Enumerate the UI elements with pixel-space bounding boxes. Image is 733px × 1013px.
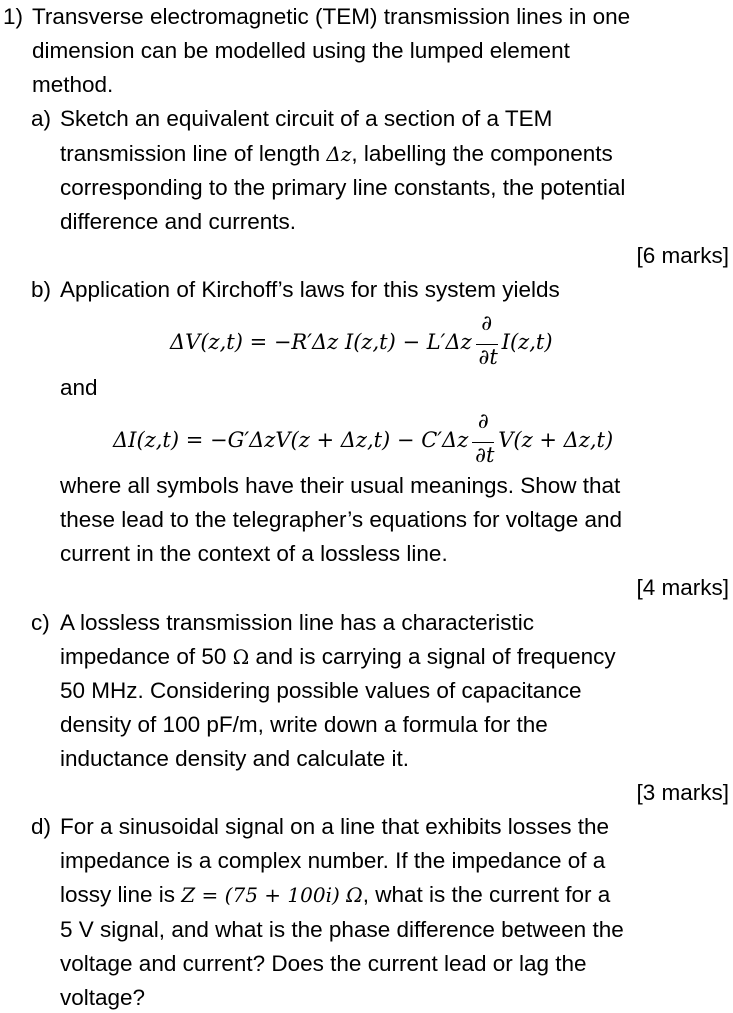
equation-current-rhs: V(z + Δz,t) [498, 428, 614, 452]
question-number: 1) [3, 4, 24, 29]
part-a-line-4: difference and currents. [60, 209, 296, 234]
ohm-symbol: Ω [232, 645, 250, 669]
impedance-math: Z = (75 + 100i) Ω [181, 883, 363, 907]
part-d-line-3: lossy line is Z = (75 + 100i) Ω, what is the current for a [60, 882, 611, 907]
part-d-line-4: 5 V signal, and what is the phase difference between the [60, 917, 624, 942]
part-a-label: a) [31, 106, 52, 131]
equation-current-lhs: ΔI(z,t) = −G′ΔzV(z + Δz,t) − C′Δz [113, 428, 469, 452]
part-a-line-1: Sketch an equivalent circuit of a section of a TEM [60, 106, 553, 131]
part-d-line-5: voltage and current? Does the current lead or lag the [60, 951, 587, 976]
delta-z-math: Δz [326, 142, 352, 166]
part-c-line-1: A lossless transmission line has a characteristic [60, 610, 534, 635]
part-b-line-2: where all symbols have their usual meanings. Show that [60, 473, 621, 498]
part-b-line-4: current in the context of a lossless line. [60, 541, 448, 566]
part-c-marks: [3 marks] [636, 780, 729, 805]
equation-current [113, 408, 614, 467]
equation-voltage [170, 310, 553, 369]
part-c-line-3: 50 MHz. Considering possible values of capacitance [60, 678, 582, 703]
part-c-line-2: impedance of 50 Ω and is carrying a signal of frequency [60, 644, 616, 669]
part-a-marks: [6 marks] [636, 243, 729, 268]
intro-line-1: Transverse electromagnetic (TEM) transmission lines in one [32, 4, 631, 29]
part-a-line-2: transmission line of length Δz, labelling the components [60, 141, 613, 166]
part-d-line-2: impedance is a complex number. If the impedance of a [60, 848, 606, 873]
part-d-label: d) [31, 814, 52, 839]
equation-voltage-rhs: I(z,t) [501, 330, 553, 354]
part-d-line-6: voltage? [60, 985, 146, 1010]
part-b-line-3: these lead to the telegrapher’s equations for voltage and [60, 507, 623, 532]
part-c-line-5: inductance density and calculate it. [60, 746, 409, 771]
intro-line-3: method. [32, 72, 114, 97]
part-b-line-1: Application of Kirchoff’s laws for this system yields [60, 277, 560, 302]
equation-voltage-lhs: ΔV(z,t) = −R′Δz I(z,t) − L′Δz [170, 330, 472, 354]
partial-derivative: $\frac{\partial}{\partial t}$ [470, 429, 496, 455]
part-c-label: c) [31, 610, 50, 635]
and-text: and [60, 375, 98, 400]
part-c-line-4: density of 100 pF/m, write down a formula for the [60, 712, 548, 737]
intro-line-2: dimension can be modelled using the lumped element [32, 38, 570, 63]
part-b-label: b) [31, 277, 52, 302]
partial-derivative: $\frac{\partial}{\partial t}$ [474, 331, 500, 357]
part-d-line-1: For a sinusoidal signal on a line that exhibits losses the [60, 814, 610, 839]
part-b-marks: [4 marks] [636, 575, 729, 600]
part-a-line-3: corresponding to the primary line constants, the potential [60, 175, 626, 200]
